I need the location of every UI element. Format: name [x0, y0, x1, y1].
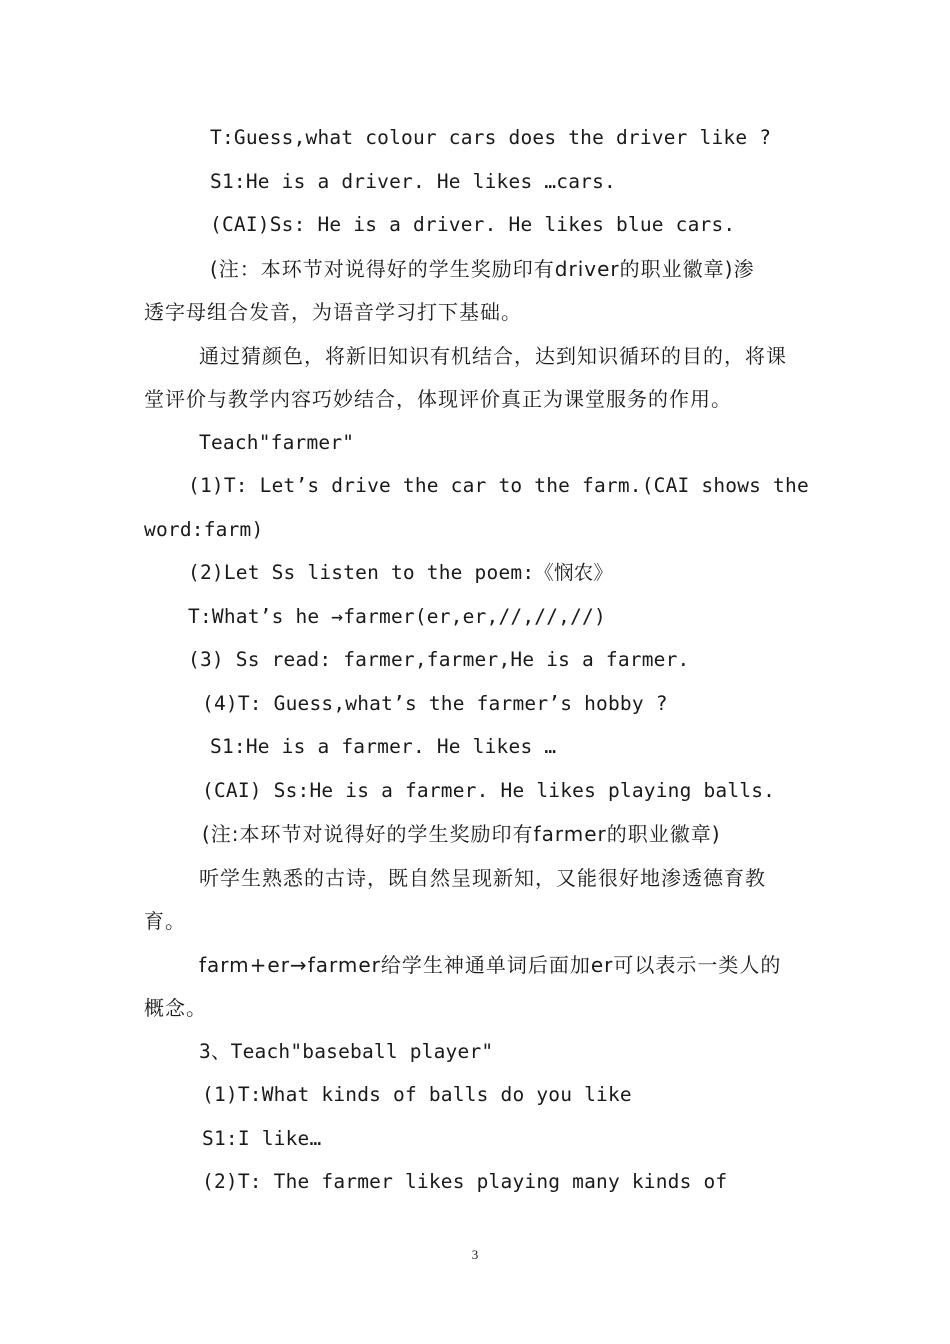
text-line-8: Teach"farmer": [199, 431, 355, 454]
text-line-25: (2)T: The farmer likes playing many kinds of: [202, 1170, 728, 1193]
text-line-4: (注：本环节对说得好的学生奖励印有driver的职业徽章)渗: [210, 257, 755, 281]
text-line-6: 通过猜颜色，将新旧知识有机结合，达到知识循环的目的，将课: [199, 344, 787, 368]
text-line-24: S1:I like…: [202, 1127, 322, 1150]
page-number: 3: [471, 1247, 479, 1262]
text-line-16: (CAI) Ss:He is a farmer. He likes playing balls.: [202, 779, 776, 802]
text-line-9: (1)T: Let’s drive the car to the farm.(CAI shows the: [188, 474, 809, 497]
text-line-1: T:Guess,what colour cars does the driver like ?: [210, 126, 772, 149]
text-line-12: T:What’s he →farmer(er,er,//,//,//): [188, 605, 606, 628]
text-line-15: S1:He is a farmer. He likes …: [210, 735, 557, 758]
text-line-20: farm+er→farmer给学生神通单词后面加er可以表示一类人的: [199, 953, 782, 977]
text-line-17: (注:本环节对说得好的学生奖励印有farmer的职业徽章): [202, 822, 721, 846]
text-line-10: word:farm): [144, 518, 264, 541]
text-line-14: (4)T: Guess,what’s the farmer’s hobby ?: [202, 692, 668, 715]
text-line-11: (2)Let Ss listen to the poem:《悯农》: [188, 561, 614, 584]
text-line-3: (CAI)Ss: He is a driver. He likes blue cars.: [210, 213, 736, 236]
text-line-2: S1:He is a driver. He likes …cars.: [210, 170, 616, 193]
text-line-18: 听学生熟悉的古诗，既自然呈现新知，又能很好地渗透德育教: [199, 866, 766, 890]
text-line-13: (3) Ss read: farmer,farmer,He is a farmer.: [188, 648, 690, 671]
text-line-23: (1)T:What kinds of balls do you like: [202, 1083, 632, 1106]
text-line-5: 透字母组合发音，为语音学习打下基础。: [144, 300, 522, 324]
text-line-7: 堂评价与教学内容巧妙结合，体现评价真正为课堂服务的作用。: [144, 387, 732, 411]
text-line-22: 3、Teach"baseball player": [199, 1040, 494, 1063]
text-line-19: 育。: [144, 909, 186, 933]
text-line-21: 概念。: [144, 996, 207, 1020]
